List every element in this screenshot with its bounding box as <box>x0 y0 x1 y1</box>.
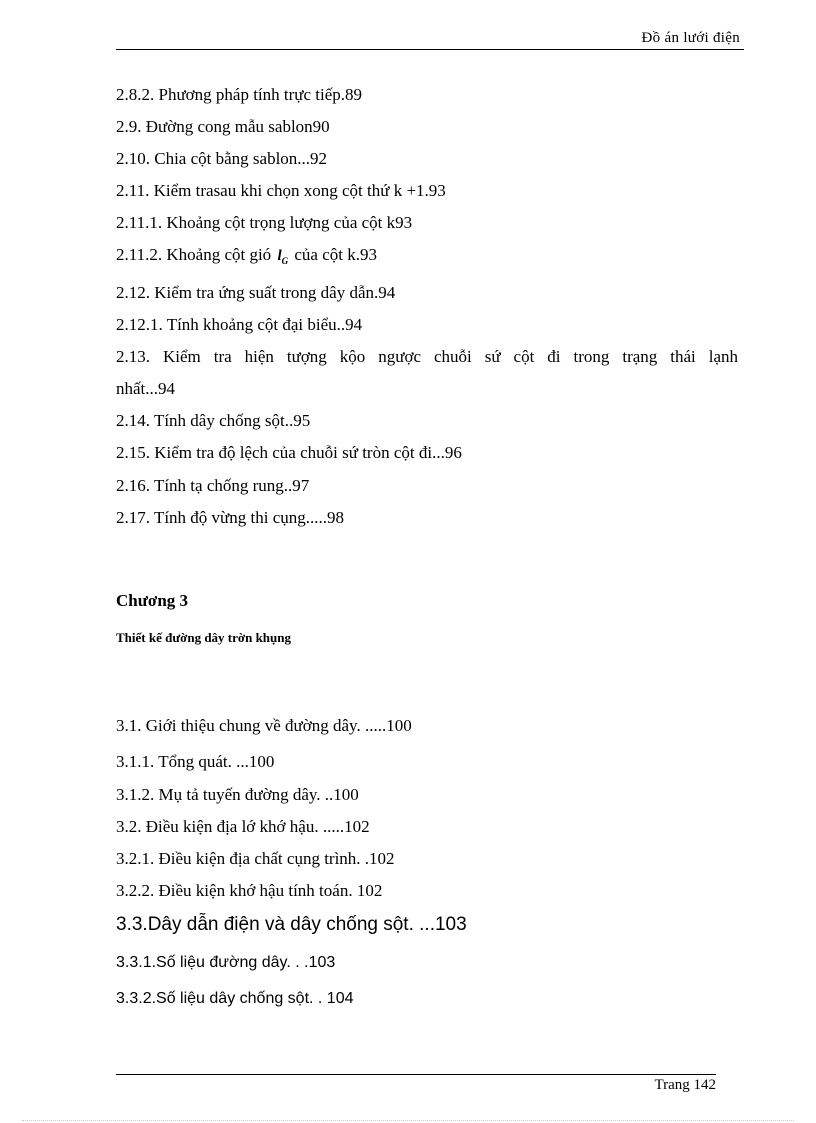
lg-symbol <box>275 248 290 264</box>
toc-entry-3-1: 3.1. Giới thiệu chung về đường dây. .....100 <box>116 716 412 735</box>
toc-entry-2-12-1: 2.12.1. Tính khoảng cột đại biểu..94 <box>116 315 363 334</box>
chapter-subtitle: Thiết kế đường dây trờn khụng <box>116 630 291 645</box>
lg-symbol-sub: G <box>281 256 289 266</box>
toc-entry-2-17: 2.17. Tính độ vừng thi cụng.....98 <box>116 508 345 527</box>
page-number: Trang 142 <box>654 1077 716 1093</box>
toc-entry-2-16: 2.16. Tính tạ chống rung..97 <box>116 476 310 495</box>
toc-entry-3-1-1: 3.1.1. Tổng quát. ...100 <box>116 752 275 771</box>
toc-entry-2-9: 2.9. Đường cong mẫu sablon90 <box>116 117 330 136</box>
header-title: Đồ án lưới điện <box>641 30 740 46</box>
toc-entry-3-3-2: 3.3.2.Số liệu dây chống sột. . 104 <box>116 990 354 1007</box>
footer-rule <box>116 1074 716 1075</box>
toc-entry-3-3-1: 3.3.1.Số liệu đường dây. . .103 <box>116 954 336 971</box>
toc-entry-2-11-2-text: 2.11.2. Khoảng cột gió <box>116 245 272 264</box>
toc-entry-2-13-line2: nhất...94 <box>116 379 176 398</box>
toc-entry-2-11-2 <box>116 245 738 266</box>
toc-entry-3-3: 3.3.Dây dẫn điện và dây chống sột. ...103 <box>116 914 467 935</box>
toc-entry-3-2-2: 3.2.2. Điều kiện khớ hậu tính toán. 102 <box>116 881 383 900</box>
toc-entry-2-11-2-tail: của cột k.93 <box>294 245 377 264</box>
toc-entry-2-13-line1: 2.13. Kiểm tra hiện tượng kộo ngược chuỗi sứ cột đi trong trạng thái lạnh <box>116 347 738 366</box>
toc-entry-3-2: 3.2. Điều kiện địa lớ khớ hậu. .....102 <box>116 817 370 836</box>
lg-symbol-l: l <box>277 248 282 264</box>
toc-entry-2-11: 2.11. Kiểm trasau khi chọn xong cột thứ k +1.93 <box>116 181 446 200</box>
toc-entry-3-2-1: 3.2.1. Điều kiện địa chất cụng trình. .102 <box>116 849 395 868</box>
chapter-title: Chương 3 <box>116 591 189 610</box>
toc-entry-2-8-2: 2.8.2. Phương pháp tính trực tiếp.89 <box>116 85 363 104</box>
toc-entry-2-12: 2.12. Kiểm tra ứng suất trong dây dẫn.94 <box>116 283 396 302</box>
toc-entry-2-10: 2.10. Chia cột bằng sablon...92 <box>116 149 328 168</box>
toc-entry-3-1-2: 3.1.2. Mụ tả tuyến đường dây. ..100 <box>116 785 359 804</box>
toc-entry-2-14: 2.14. Tính dây chống sột..95 <box>116 411 311 430</box>
toc-entry-2-15: 2.15. Kiểm tra độ lệch của chuỗi sứ tròn cột đi...96 <box>116 443 462 462</box>
page-header <box>116 30 744 50</box>
page-edge-divider <box>22 1120 794 1121</box>
toc-entry-2-11-1: 2.11.1. Khoảng cột trọng lượng của cột k93 <box>116 213 413 232</box>
